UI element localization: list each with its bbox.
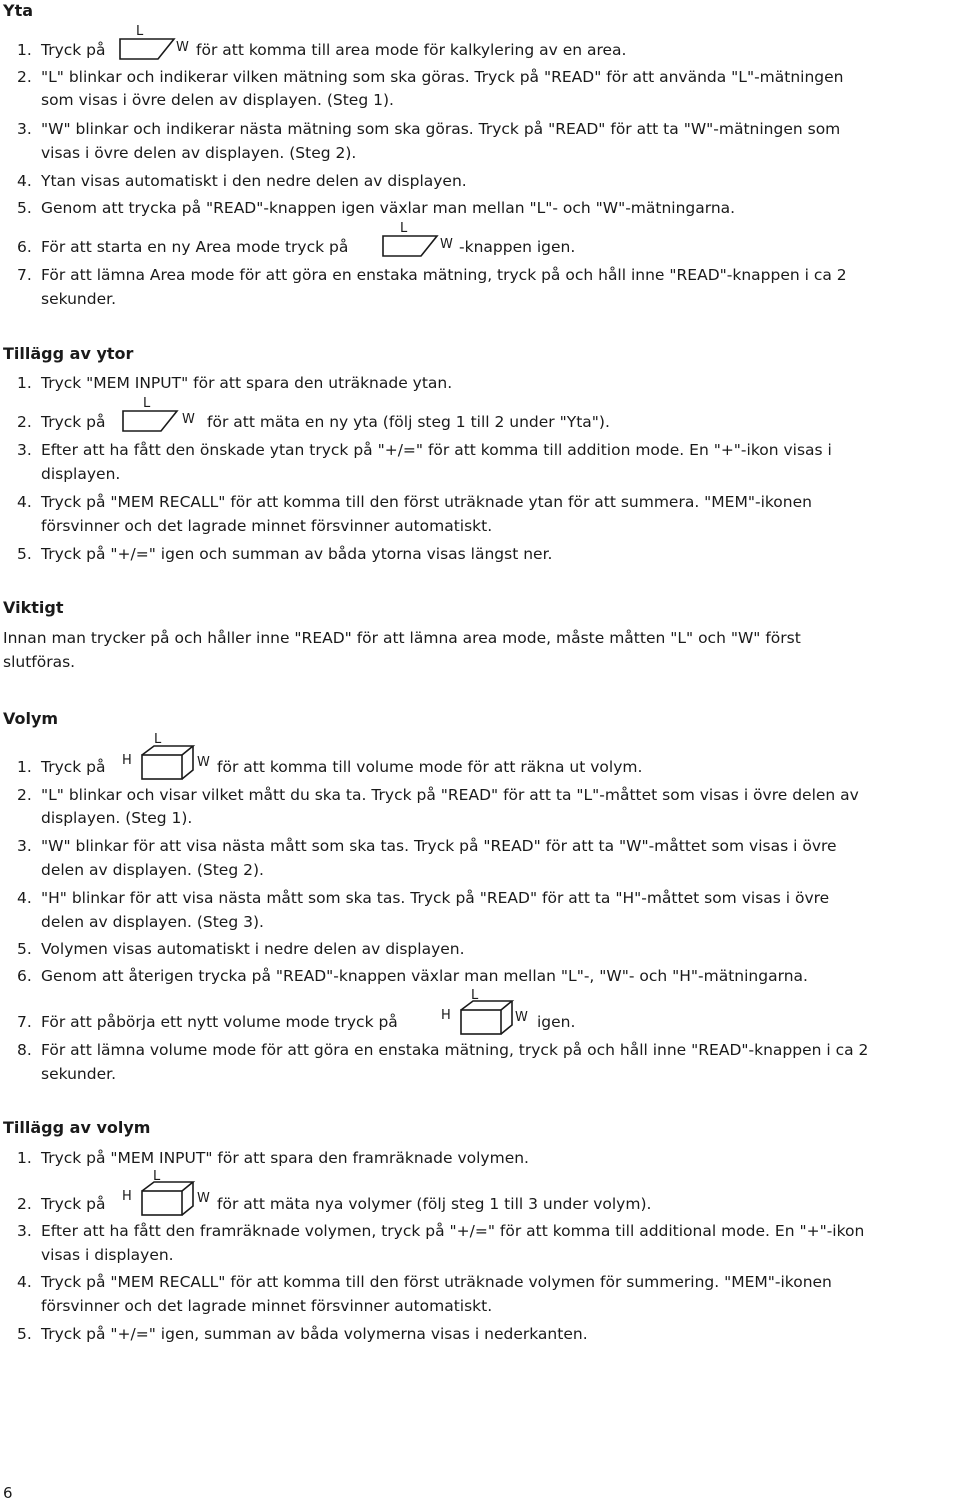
list-text: "L" blinkar och indikerar vilken mätning som ska göras. Tryck på "READ" för att använda "L"-mätningen xyxy=(41,68,844,86)
volume-icon-h-label: H xyxy=(122,753,132,768)
viktigt-text: slutföras. xyxy=(3,653,76,671)
list-text: "H" blinkar för att visa nästa mått som ska tas. Tryck på "READ" för att ta "H"-måttet som visas i övre xyxy=(41,889,830,907)
list-text: Tryck på "MEM INPUT" för att spara den framräknade volymen. xyxy=(41,1149,529,1167)
volume-icon-h-label: H xyxy=(441,1008,451,1023)
list-number: 4. xyxy=(17,493,32,511)
list-text: Genom att trycka på "READ"-knappen igen växlar man mellan "L"- och "W"-mätningarna. xyxy=(41,199,736,217)
list-text: Tryck på "MEM RECALL" för att komma till den först uträknade volymen för summering. "MEM"-ikonen xyxy=(41,1273,832,1291)
list-text: "W" blinkar för att visa nästa mått som ska tas. Tryck på "READ" för att ta "W"-måttet som visas i övre xyxy=(41,837,837,855)
volume-icon-h-label: H xyxy=(122,1189,132,1204)
list-text: Tryck på xyxy=(41,758,106,776)
volume-icon-l-label: L xyxy=(153,1169,161,1184)
list-number: 5. xyxy=(17,199,32,217)
list-number: 1. xyxy=(17,41,32,59)
list-text: Genom att återigen trycka på "READ"-knappen växlar man mellan "L"-, "W"- och "H"-mätningarna. xyxy=(41,967,808,985)
page-number: 6 xyxy=(3,1484,13,1502)
list-text: igen. xyxy=(537,1013,576,1031)
list-text: visas i displayen. xyxy=(41,1246,174,1264)
list-number: 2. xyxy=(17,413,32,431)
area-icon-l-label: L xyxy=(136,24,144,39)
list-number: 8. xyxy=(17,1041,32,1059)
list-text: sekunder. xyxy=(41,290,117,308)
list-text: Efter att ha fått den framräknade volymen, tryck på "+/=" för att komma till additional mode. En "+"-ikon xyxy=(41,1222,865,1240)
area-mode-icon xyxy=(119,38,175,60)
list-number: 3. xyxy=(17,441,32,459)
list-number: 4. xyxy=(17,889,32,907)
list-text: För att påbörja ett nytt volume mode tryck på xyxy=(41,1013,398,1031)
volume-icon-w-label: W xyxy=(197,755,210,770)
list-text: försvinner och det lagrade minnet försvinner automatiskt. xyxy=(41,1297,493,1315)
volume-icon-w-label: W xyxy=(515,1010,528,1025)
list-number: 3. xyxy=(17,1222,32,1240)
heading-viktigt: Viktigt xyxy=(3,598,64,617)
list-number: 2. xyxy=(17,1195,32,1213)
list-number: 7. xyxy=(17,1013,32,1031)
list-number: 1. xyxy=(17,374,32,392)
volume-icon-l-label: L xyxy=(154,732,162,747)
list-number: 4. xyxy=(17,1273,32,1291)
list-text: Tryck på "MEM RECALL" för att komma till den först uträknade ytan för att summera. "MEM"-ikonen xyxy=(41,493,812,511)
list-text: Volymen visas automatiskt i nedre delen av displayen. xyxy=(41,940,465,958)
list-text: försvinner och det lagrade minnet försvinner automatiskt. xyxy=(41,517,493,535)
volume-mode-icon xyxy=(141,1181,195,1217)
heading-tillagg-ytor: Tillägg av ytor xyxy=(3,344,134,363)
list-number: 5. xyxy=(17,940,32,958)
area-icon-w-label: W xyxy=(176,40,189,55)
area-icon-w-label: W xyxy=(440,237,453,252)
heading-yta: Yta xyxy=(3,1,34,20)
list-number: 6. xyxy=(17,238,32,256)
list-number: 7. xyxy=(17,266,32,284)
list-text: för att komma till volume mode för att räkna ut volym. xyxy=(217,758,643,776)
list-text: delen av displayen. (Steg 3). xyxy=(41,913,264,931)
list-text: "L" blinkar och visar vilket mått du ska ta. Tryck på "READ" för att ta "L"-måttet som visas i övre delen av xyxy=(41,786,859,804)
list-number: 1. xyxy=(17,758,32,776)
list-number: 3. xyxy=(17,837,32,855)
list-text: För att lämna Area mode för att göra en enstaka mätning, tryck på och håll inne "READ"-knappen i ca 2 xyxy=(41,266,847,284)
area-mode-icon xyxy=(122,410,178,432)
list-text: För att lämna volume mode för att göra en enstaka mätning, tryck på och håll inne "READ"-knappen i ca 2 xyxy=(41,1041,869,1059)
list-text: Tryck på xyxy=(41,413,106,431)
heading-tillagg-volym: Tillägg av volym xyxy=(3,1118,151,1137)
list-number: 6. xyxy=(17,967,32,985)
list-text: sekunder. xyxy=(41,1065,117,1083)
list-number: 2. xyxy=(17,68,32,86)
volume-icon-w-label: W xyxy=(197,1191,210,1206)
volume-icon-l-label: L xyxy=(471,988,479,1003)
list-text: delen av displayen. (Steg 2). xyxy=(41,861,264,879)
list-number: 5. xyxy=(17,1325,32,1343)
list-number: 5. xyxy=(17,545,32,563)
list-number: 1. xyxy=(17,1149,32,1167)
area-icon-w-label: W xyxy=(182,412,195,427)
list-number: 3. xyxy=(17,120,32,138)
list-number: 4. xyxy=(17,172,32,190)
list-text: displayen. xyxy=(41,465,121,483)
list-text: Tryck på xyxy=(41,1195,106,1213)
list-text: För att starta en ny Area mode tryck på xyxy=(41,238,349,256)
list-text: "W" blinkar och indikerar nästa mätning som ska göras. Tryck på "READ" för att ta "W"-mätningen som xyxy=(41,120,841,138)
list-text: Tryck på xyxy=(41,41,106,59)
list-text: -knappen igen. xyxy=(459,238,576,256)
viktigt-text: Innan man trycker på och håller inne "READ" för att lämna area mode, måste måtten "L" och "W" först xyxy=(3,629,801,647)
volume-mode-icon xyxy=(460,1000,514,1036)
list-number: 2. xyxy=(17,786,32,804)
area-icon-l-label: L xyxy=(400,221,408,236)
list-text: för att mäta nya volymer (följ steg 1 till 3 under volym). xyxy=(217,1195,652,1213)
list-text: Tryck på "+/=" igen, summan av båda volymerna visas i nederkanten. xyxy=(41,1325,588,1343)
list-text: Tryck på "+/=" igen och summan av båda ytorna visas längst ner. xyxy=(41,545,553,563)
list-text: för att mäta en ny yta (följ steg 1 till 2 under "Yta"). xyxy=(207,413,610,431)
list-text: displayen. (Steg 1). xyxy=(41,809,193,827)
list-text: Ytan visas automatiskt i den nedre delen av displayen. xyxy=(41,172,467,190)
list-text: visas i övre delen av displayen. (Steg 2). xyxy=(41,144,357,162)
area-icon-l-label: L xyxy=(143,396,151,411)
heading-volym: Volym xyxy=(3,709,59,728)
list-text: Tryck "MEM INPUT" för att spara den uträknade ytan. xyxy=(41,374,453,392)
list-text: för att komma till area mode för kalkylering av en area. xyxy=(196,41,627,59)
volume-mode-icon xyxy=(141,745,195,781)
list-text: Efter att ha fått den önskade ytan tryck på "+/=" för att komma till addition mode. En "+"-ikon visas i xyxy=(41,441,832,459)
list-text: som visas i övre delen av displayen. (Steg 1). xyxy=(41,91,394,109)
area-mode-icon xyxy=(382,235,438,257)
